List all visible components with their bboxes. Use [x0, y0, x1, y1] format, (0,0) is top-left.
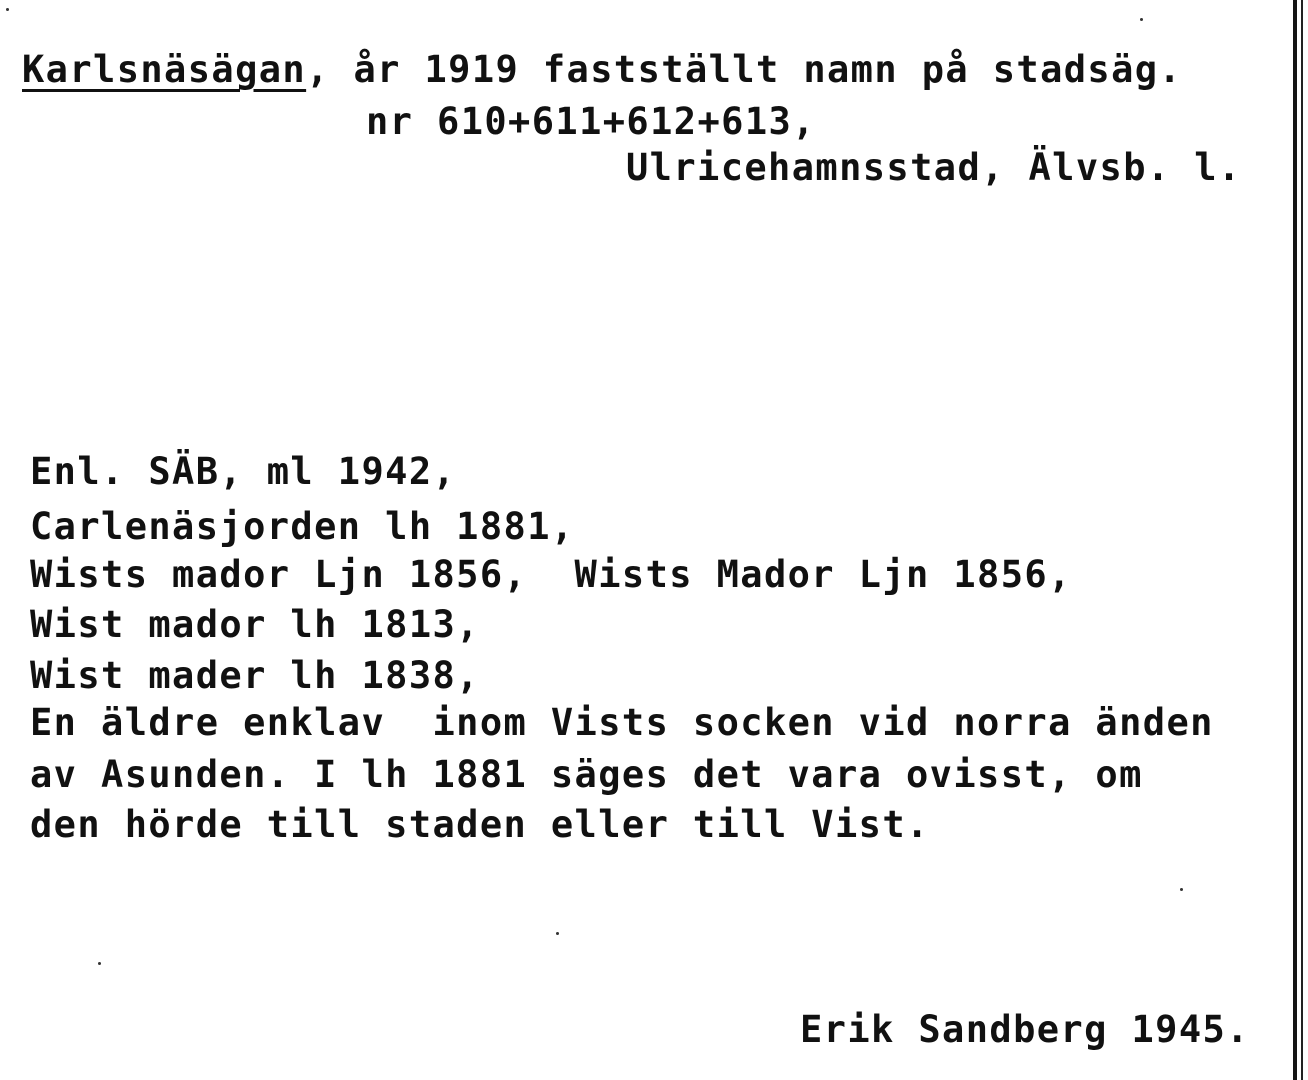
header-line-3: Ulricehamnsstad, Älvsb. l.	[626, 146, 1242, 189]
body-line-4: Wist mador lh 1813,	[30, 603, 480, 646]
body-line-1: Enl. SÄB, ml 1942,	[30, 450, 457, 493]
body-line-3: Wists mador Ljn 1856, Wists Mador Ljn 1856,	[30, 553, 1072, 596]
paper-speck	[1180, 888, 1183, 891]
paper-speck	[1140, 18, 1143, 21]
signature: Erik Sandberg 1945.	[800, 1008, 1250, 1051]
body-line-8: den hörde till staden eller till Vist.	[30, 803, 930, 846]
header-line-2: nr 610+611+612+613,	[366, 100, 816, 143]
card-edge-shadow	[1301, 0, 1303, 1080]
paper-speck	[98, 962, 101, 965]
paper-speck	[6, 8, 9, 11]
body-line-7: av Asunden. I lh 1881 säges det vara ovisst, om	[30, 753, 1143, 796]
card-edge-border	[1293, 0, 1297, 1080]
header-line-1-rest: , år 1919 fastställt namn på stadsäg.	[306, 48, 1183, 91]
paper-speck	[556, 932, 559, 935]
body-line-6: En äldre enklav inom Vists socken vid norra änden	[30, 701, 1214, 744]
body-line-5: Wist mader lh 1838,	[30, 654, 480, 697]
header-line-1	[22, 50, 1182, 90]
headword: Karlsnäsägan	[22, 48, 307, 91]
body-line-2: Carlenäsjorden lh 1881,	[30, 505, 575, 548]
